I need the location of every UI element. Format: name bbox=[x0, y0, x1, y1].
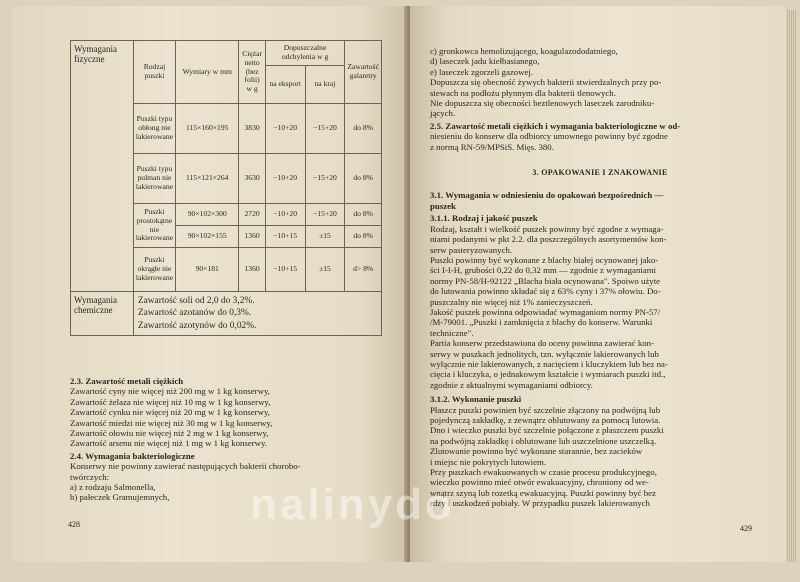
text-line: cięcia i kluczyka, o jednakowym kształcie i wymiarach puszki itd., bbox=[430, 369, 666, 380]
page-edges bbox=[786, 10, 796, 562]
section-title: puszek bbox=[430, 200, 456, 211]
col-header-tolerance: Dopuszczalne odchylenia w g bbox=[265, 41, 345, 66]
cell-type: Puszki typu pulman nie lakierowane bbox=[133, 154, 175, 204]
text-line: Zawartość cynku nie więcej niż 20 mg w 1 kg konserwy, bbox=[70, 407, 270, 418]
cell-dims: 90×102×155 bbox=[176, 226, 239, 248]
text-line: ści I-I-H, grubości 0,22 do 0,32 mm — zgodnie z wymaganiami bbox=[430, 265, 656, 276]
watermark: nalinydo bbox=[250, 480, 455, 529]
cell-weight: 3630 bbox=[239, 154, 265, 204]
text-line: wieczko powinno mieć otwór ewakuacyjny, chroniony od we- bbox=[430, 477, 649, 488]
text-line: pojedynczą zakładkę, z zewnątrz oblutowany za pomocą lutowia. bbox=[430, 415, 661, 425]
col-header-dims: Wymiary w mm bbox=[176, 41, 239, 104]
cell-export: −10+20 bbox=[265, 154, 305, 204]
text-line: d) laseczek jadu kiełbasianego, bbox=[430, 56, 540, 67]
right-page bbox=[410, 6, 786, 562]
text-line: Przy puszkach ewakuowanych w czasie procesu produkcyjnego, bbox=[430, 467, 657, 478]
page-number: 428 bbox=[68, 520, 80, 529]
cell-weight: 2720 bbox=[239, 204, 265, 226]
section-2-5 bbox=[430, 121, 770, 152]
subsection-title: 3.1.2. Wykonanie puszki bbox=[430, 394, 522, 405]
cell-weight: 1360 bbox=[239, 248, 265, 292]
text-line: a) z rodzaju Salmonella, bbox=[70, 482, 156, 493]
cell-weight: 1360 bbox=[239, 226, 265, 248]
col-header-domestic: na kraj bbox=[305, 66, 345, 104]
chapter-title: 3. OPAKOWANIE I ZNAKOWANIE bbox=[532, 168, 668, 178]
cell-dims: 115×160×195 bbox=[176, 104, 239, 154]
cell-dims: 90×102×300 bbox=[176, 204, 239, 226]
text-line: na podwójną zakładkę i oblutowane lub uszczelnione uszczelką. bbox=[430, 435, 657, 446]
cell-weight: 3830 bbox=[239, 104, 265, 154]
chemical-row bbox=[71, 292, 382, 336]
text-line: Puszki powinny być wykonane z blachy białej ocynowanej jako- bbox=[430, 254, 659, 265]
text-line: Rodzaj, kształt i wielkość puszek powinny być zgodne z wymaga- bbox=[430, 223, 664, 234]
text-line: b) pałeczek Gramujemnych, bbox=[70, 492, 170, 503]
text-line: Zawartość miedzi nie więcej niż 30 mg w 1 kg konserwy, bbox=[70, 417, 273, 428]
text-line: Konserwy nie powinny zawierać następujących bakterii chorobo- bbox=[70, 461, 301, 472]
text-line: Zawartość żelaza nie więcej niż 10 mg w 1 kg konserwy, bbox=[70, 396, 271, 407]
nitrite-content: Zawartość azotynów do 0,02%. bbox=[137, 320, 257, 331]
nitrate-content: Zawartość azotanów do 0,3%. bbox=[137, 308, 252, 319]
text-line: zgodnie z aktualnymi wymaganiami odbiorcy. bbox=[430, 379, 593, 390]
text-line: /M-79001. „Puszki i zamknięcia z blachy do konserw. Warunki bbox=[430, 317, 653, 328]
section-title: 2.4. Wymagania bakteriologiczne bbox=[70, 450, 195, 461]
left-page bbox=[12, 6, 406, 562]
cell-domestic: −15+20 bbox=[305, 104, 345, 154]
chemical-values bbox=[133, 292, 381, 336]
cell-jelly: do 8% bbox=[345, 204, 382, 226]
cell-jelly: do 8% bbox=[345, 104, 382, 154]
text-line: wnątrz szyną lub rozetką ewakuacyjną. Puszki powinny być bez bbox=[430, 487, 656, 498]
cell-type: Puszki okrągłe nie lakierowane bbox=[133, 248, 175, 292]
col-header-weight: Ciężar netto (bez folii) w g bbox=[239, 41, 265, 104]
chemical-requirements-label: Wymagania chemiczne bbox=[71, 292, 134, 336]
cell-jelly: do 8% bbox=[345, 226, 382, 248]
text-line: puszczalny nie więcej niż 1% zanieczyszczeń. bbox=[430, 296, 593, 307]
cell-export: −10+20 bbox=[265, 204, 305, 226]
text-line: do lutowania powinno składać się z 63% cyny i 37% ołowiu. Do- bbox=[430, 286, 661, 297]
col-header-type: Rodzaj puszki bbox=[133, 41, 175, 104]
cell-export: −10+15 bbox=[265, 248, 305, 292]
text-line: Zawartość arsenu nie więcej niż 1 mg w 1 kg konserwy. bbox=[70, 438, 268, 449]
cell-export: −10+15 bbox=[265, 226, 305, 248]
text-line: Zlutowanie powinno być wykonane starannie, bez zacieków bbox=[430, 446, 643, 457]
subsection-title: 3.1.1. Rodzaj i jakość puszek bbox=[430, 213, 538, 224]
table-header-row bbox=[71, 41, 382, 66]
text-line: jących. bbox=[430, 108, 456, 119]
text-line: normy PN-58/H-92122 „Blacha biała ocynowana". Spoiwo użyte bbox=[430, 275, 661, 286]
physical-requirements-label: Wymagania fizyczne bbox=[71, 41, 134, 292]
cell-domestic: −15+20 bbox=[305, 154, 345, 204]
requirements-table bbox=[70, 40, 382, 336]
text-line: rdzy i uszkodzeń pobiały. W przypadku puszek lakierowanych bbox=[430, 498, 650, 509]
col-header-export: na eksport bbox=[265, 66, 305, 104]
text-line: Dno i wieczko puszki być szczelnie połączone z płaszczem puszki bbox=[430, 425, 664, 436]
text-line: Nie dopuszcza się obecności beztlenowych laseczek zarodniku- bbox=[430, 98, 655, 109]
cell-jelly: d> 8% bbox=[345, 248, 382, 292]
cell-domestic: ±15 bbox=[305, 226, 345, 248]
col-header-jelly: Zawartość galaretry bbox=[345, 41, 382, 104]
text-line: e) laseczek zgorzeli gazowej. bbox=[430, 66, 534, 77]
text-line: techniczne". bbox=[430, 327, 474, 338]
text-line: i miejsc nie pokrytych lutowiem. bbox=[430, 456, 547, 467]
text-line: niami podanymi w pkt 2.2. dla poszczególnych asortymentów kon- bbox=[430, 234, 667, 245]
section-title: 2.3. Zawartość metali ciężkich bbox=[70, 376, 184, 386]
page-number: 429 bbox=[740, 524, 752, 533]
cell-domestic: ±15 bbox=[305, 248, 345, 292]
cell-dims: 90×181 bbox=[176, 248, 239, 292]
cell-domestic: −15+20 bbox=[305, 204, 345, 226]
text-line: wyłącznie nie lakierowanych, z nacięciem i kluczykiem lub bez na- bbox=[430, 358, 668, 369]
bacteria-list-continued bbox=[430, 46, 770, 509]
cell-jelly: do 8% bbox=[345, 154, 382, 204]
cell-dims: 115×121×264 bbox=[176, 154, 239, 204]
text-line: Partia konserw przedstawiona do oceny powinna zawierać kon- bbox=[430, 338, 654, 349]
cell-type: Puszki prostokątne nie lakierowane bbox=[133, 204, 175, 248]
text-line: Jakość puszek powinna odpowiadać wymaganiom normy PN-57/ bbox=[430, 306, 661, 317]
cell-export: −10+20 bbox=[265, 104, 305, 154]
text-line: serw pasteryzowanych. bbox=[430, 244, 513, 255]
text-line: twórczych: bbox=[70, 471, 110, 482]
salt-content: Zawartość soli od 2,0 do 3,2%. bbox=[137, 296, 255, 307]
text-line: Zawartość cyny nie więcej niż 200 mg w 1 kg konserwy, bbox=[70, 386, 270, 397]
text-line: 2.5. Zawartość metali ciężkich i wymagania bakteriologiczne w od- bbox=[430, 120, 681, 131]
text-line: serwy w puszkach jednolitych, tzn. wyłącznie lakierowanych lub bbox=[430, 348, 659, 359]
text-line: c) gronkowca hemolizującego, koagulazododatniego, bbox=[430, 46, 618, 56]
text-line: Płaszcz puszki powinien być szczelnie złączony na podwójną lub bbox=[430, 404, 661, 415]
text-line: siewach na podłożu płynnym dla bakterii tlenowych. bbox=[430, 87, 616, 98]
text-line: Zawartość ołowiu nie więcej niż 2 mg w 1 kg konserwy, bbox=[70, 428, 269, 439]
cell-type: Puszki typu obłong nie lakierowane bbox=[133, 104, 175, 154]
text-line: z normą RN-59/MPSiS. Mięs. 380. bbox=[430, 141, 554, 152]
text-line: niesieniu do konserw dla odbiorcy umownego powinny być zgodne bbox=[430, 131, 668, 142]
text-line: Dopuszcza się obecność żywych bakterii stwierdzalnych przy po- bbox=[430, 77, 662, 88]
section-title: 3.1. Wymagania w odniesieniu do opakowań bezpośrednich — bbox=[430, 190, 664, 201]
